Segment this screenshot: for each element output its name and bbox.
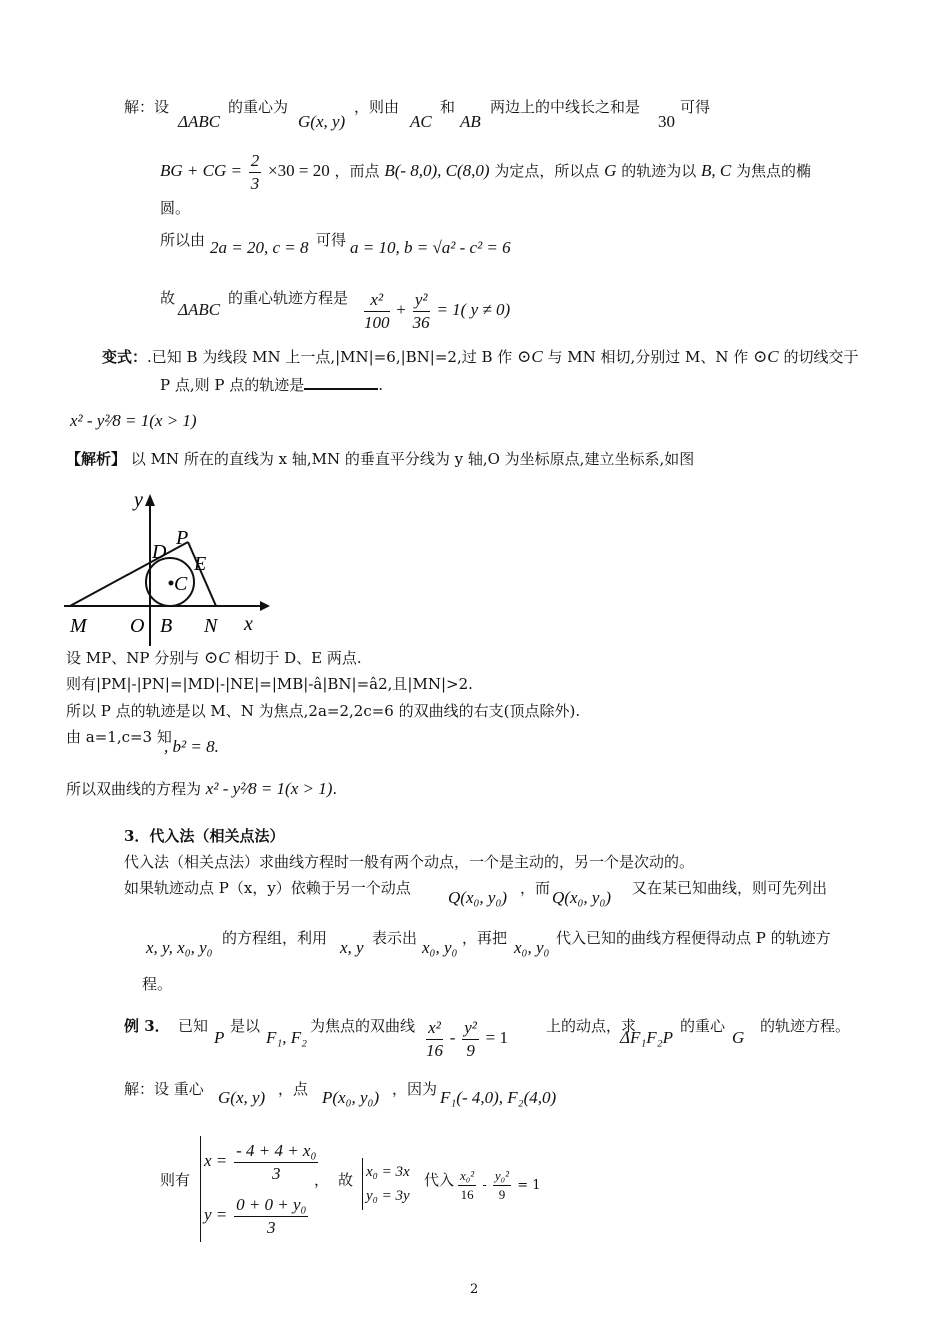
- equation-ellipse: [362, 284, 510, 336]
- text: .: [332, 780, 338, 798]
- y-axis-arrow: [145, 494, 155, 506]
- fraction: [413, 289, 430, 334]
- system-eq-x: [204, 1136, 320, 1186]
- text: 相切于 D、E 两点.: [234, 649, 362, 667]
- math: P(x₀, y₀): [322, 1088, 380, 1107]
- num: x²: [364, 289, 390, 312]
- math: x =: [204, 1151, 228, 1170]
- math-x0y0b: x₀, y₀: [514, 938, 550, 957]
- math: -: [482, 1178, 487, 1193]
- text: ，则由: [354, 98, 400, 116]
- math: ⊙C: [753, 347, 779, 366]
- center-dot: [169, 581, 174, 586]
- math: G: [604, 161, 617, 180]
- section-heading: 3．代入法（相关点法）: [124, 827, 285, 845]
- variant-label: 变式：: [102, 348, 148, 366]
- text: ，因为: [392, 1080, 438, 1098]
- text: 如果轨迹动点 P（x，y）依赖于另一个动点: [124, 879, 411, 897]
- math: = 1: [485, 1028, 509, 1047]
- analysis-p5: [66, 779, 337, 799]
- math-30: 30: [658, 112, 675, 131]
- text: 的重心: [680, 1017, 726, 1035]
- text: 的重心轨迹方程是: [228, 289, 349, 307]
- den: 16: [460, 1187, 474, 1202]
- den: 9: [498, 1187, 506, 1202]
- text: 代入: [424, 1171, 455, 1189]
- answer-blank: [304, 374, 378, 390]
- fraction: [234, 1140, 318, 1185]
- system2-eq1: x₀ = 3x: [366, 1164, 410, 1180]
- math: , b² = 8: [164, 737, 215, 756]
- analysis-p4: [66, 727, 172, 747]
- den: 100: [364, 312, 390, 332]
- math: BG + CG =: [160, 161, 242, 180]
- label-c: C: [174, 573, 188, 595]
- system-eq-y: [204, 1190, 310, 1240]
- fraction: [234, 1194, 308, 1239]
- text: 为定点，所以点: [494, 162, 600, 180]
- label-b: B: [160, 615, 173, 637]
- den: 36: [412, 312, 430, 332]
- label-m: M: [70, 615, 87, 637]
- text: 为焦点的椭: [736, 162, 812, 180]
- text: 则有: [160, 1171, 191, 1189]
- num: 2: [249, 150, 262, 173]
- text: 解：设: [124, 98, 170, 116]
- text: 故: [338, 1171, 354, 1189]
- variant-line2: [160, 374, 383, 395]
- text: 的方程组，利用: [222, 929, 328, 947]
- text: 已知: [178, 1017, 209, 1035]
- label-x: x: [244, 613, 253, 635]
- label-y: y: [134, 489, 143, 511]
- text: 可得: [680, 98, 711, 116]
- text: 表示出: [372, 929, 418, 947]
- text: ，而: [520, 879, 551, 897]
- text: 两边上的中线长之和是: [490, 98, 641, 116]
- math-x0y0: x₀, y₀: [422, 938, 458, 957]
- text: ，而点: [334, 162, 380, 180]
- label-d: D: [152, 541, 167, 563]
- label-o: O: [130, 615, 145, 637]
- den: 3: [271, 1163, 281, 1183]
- text: 以 MN 所在的直线为 x 轴,MN 的垂直平分线为 y 轴,O 为坐标原点,建立坐标系,如图: [130, 450, 695, 468]
- math: 2a = 20, c = 8: [210, 238, 309, 257]
- math: ⊙C: [517, 347, 543, 366]
- text: 与 MN 相切,分别过 M、N 作: [547, 348, 749, 366]
- math-vars: x, y, x₀, y₀: [146, 938, 213, 957]
- equation-hyperbola: [424, 1012, 508, 1064]
- math: G(x, y): [218, 1088, 266, 1107]
- math: F₁(- 4,0), F₂(4,0): [440, 1088, 557, 1107]
- equation-substituted: [456, 1162, 541, 1210]
- math: B(- 8,0), C(8,0): [384, 161, 490, 180]
- text: 程。: [142, 975, 173, 993]
- desc-line2: [124, 878, 411, 898]
- text: 的轨迹方程。: [760, 1017, 851, 1035]
- fraction: [249, 150, 262, 195]
- math: x² - y²⁄8 = 1(x > 1): [205, 779, 333, 798]
- brace-left: [200, 1136, 201, 1242]
- math: = 1( y ≠ 0): [436, 300, 511, 319]
- brace-right: [362, 1158, 363, 1210]
- text: 所以双曲线的方程为: [66, 780, 202, 798]
- text: 代入已知的曲线方程便得动点 P 的轨迹方: [556, 929, 831, 947]
- math: ×30 = 20: [268, 161, 330, 180]
- text: 解：设 重心: [124, 1080, 204, 1098]
- text: 可得: [316, 231, 347, 249]
- example-label: 例 3．: [124, 1017, 170, 1035]
- variant-line1: [102, 347, 858, 367]
- fraction: [462, 1017, 479, 1062]
- text: 的切线交于: [783, 348, 859, 366]
- math-f1f2: F₁, F₂: [266, 1028, 308, 1047]
- math-g: G(x, y): [298, 112, 346, 131]
- math: B, C: [701, 161, 732, 180]
- math-ac: AC: [410, 112, 432, 131]
- geometry-figure: [64, 486, 284, 646]
- math: = 1: [517, 1178, 541, 1193]
- label-n: N: [204, 615, 218, 637]
- fraction: [426, 1017, 443, 1062]
- label-e: E: [194, 553, 207, 575]
- analysis-p3: 所以 P 点的轨迹是以 M、N 为焦点,2a=2,2c=6 的双曲线的右支(顶点除外).: [66, 702, 581, 720]
- text: ，再把: [462, 929, 508, 947]
- text: 由 a=1,c=3 知: [66, 728, 172, 746]
- math: a = 10, b = √a² - c² = 6: [350, 238, 511, 257]
- math: ⊙C: [204, 648, 230, 667]
- x-axis-arrow: [260, 601, 270, 611]
- den: 3: [267, 1217, 276, 1237]
- text: 的重心为: [228, 98, 289, 116]
- text: .已知 B 为线段 MN 上一点,|MN|=6,|BN|=2,过 B 作: [147, 348, 513, 366]
- fraction: [493, 1167, 511, 1204]
- text: .: [378, 376, 384, 394]
- den: 16: [426, 1040, 443, 1060]
- text: 的轨迹为以: [621, 162, 697, 180]
- text: 上的动点，求: [546, 1017, 637, 1035]
- den: 3: [250, 173, 260, 193]
- text: P 点,则 P 点的轨迹是: [160, 376, 305, 394]
- text: 所以由: [160, 231, 206, 249]
- text: 设 MP、NP 分别与: [66, 649, 200, 667]
- label-p: P: [176, 527, 189, 549]
- math-triangle-abc-2: ΔABC: [178, 300, 221, 319]
- text: 圆。: [160, 199, 191, 217]
- text: 又在某已知曲线，则可先列出: [632, 879, 828, 897]
- math-tri-f: ΔF₁F₂P: [620, 1028, 673, 1047]
- answer: x² - y²⁄8 = 1(x > 1): [70, 411, 197, 430]
- math: y =: [204, 1205, 228, 1224]
- math-q2: Q(x₀, y₀): [552, 888, 612, 907]
- num: x²: [426, 1017, 443, 1040]
- math-p: P: [214, 1028, 225, 1047]
- desc-line1: 代入法（相关点法）求曲线方程时一般有两个动点，一个是主动的，另一个是次动的。: [124, 853, 695, 871]
- math: -: [449, 1028, 456, 1047]
- text: 为焦点的双曲线: [310, 1017, 416, 1035]
- text: ，点: [278, 1080, 309, 1098]
- analysis-line: [66, 449, 694, 469]
- fraction: [458, 1167, 476, 1204]
- math: +: [396, 300, 406, 319]
- analysis-p1: [66, 648, 362, 668]
- math-q: Q(x₀, y₀): [448, 888, 508, 907]
- page-number: 2: [470, 1282, 479, 1297]
- sol1-line1: [124, 97, 169, 117]
- sol1-line2: [160, 146, 811, 196]
- system2-eq2: y₀ = 3y: [366, 1188, 410, 1204]
- num: 0 + 0 + y₀: [234, 1194, 308, 1217]
- line-mp: [70, 542, 188, 606]
- text: .: [214, 737, 219, 756]
- analysis-label: 【解析】: [66, 450, 127, 468]
- den: 9: [466, 1040, 475, 1060]
- text: ，: [314, 1171, 330, 1189]
- math-ab: AB: [460, 112, 481, 131]
- analysis-p2: 则有|PM|-|PN|=|MD|-|NE|=|MB|-â|BN|=â2,且|MN|>2.: [66, 675, 473, 693]
- text: 和: [440, 98, 456, 116]
- fraction: [364, 289, 390, 334]
- text: 是以: [230, 1017, 261, 1035]
- math-triangle-abc: ΔABC: [178, 112, 221, 131]
- num: y²: [413, 289, 430, 312]
- math-xy: x, y: [340, 938, 364, 957]
- num: - 4 + 4 + x₀: [234, 1140, 318, 1163]
- num: x₀²: [458, 1167, 476, 1186]
- math-b2: [164, 737, 219, 757]
- math-g2: G: [732, 1028, 745, 1047]
- num: y₀²: [493, 1167, 511, 1186]
- num: y²: [462, 1017, 479, 1040]
- text: 故: [160, 289, 176, 307]
